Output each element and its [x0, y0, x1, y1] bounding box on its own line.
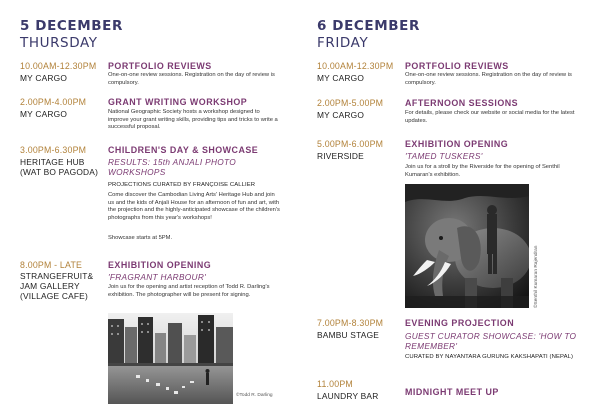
- event-description: Come discover the Cambodian Living Arts' Heritage Hub and join us and the kids of Anjali House for an afternoon of fun and art, with the projection and the highly-anticipated showcase of the children's photographs from this year's workshops!: [108, 192, 280, 221]
- event-subtitle: 'FRAGRANT HARBOUR': [108, 272, 206, 282]
- event-curator: PROJECTIONS CURATED BY FRANÇOISE CALLIER: [108, 182, 256, 188]
- harbour-photo: [108, 313, 233, 404]
- event-venue: BAMBU STAGE: [317, 330, 380, 340]
- event-time: 5.00PM-6.00PM: [317, 139, 384, 149]
- event-subtitle: GUEST CURATOR SHOWCASE: 'HOW TO REMEMBER': [405, 331, 577, 351]
- event-description: Join us for a stroll by the Riverside for the opening of Senthil Kumaran's exhibition.: [405, 164, 560, 178]
- event-title: EVENING PROJECTION: [405, 318, 515, 328]
- day-weekday-thursday: THURSDAY: [20, 35, 98, 51]
- event-venue: HERITAGE HUB (WAT BO PAGODA): [20, 157, 99, 177]
- event-venue: MY CARGO: [317, 73, 365, 83]
- event-venue: MY CARGO: [20, 109, 68, 119]
- day-weekday-friday: FRIDAY: [317, 35, 369, 51]
- event-subtitle: 'TAMED TUSKERS': [405, 151, 483, 161]
- event-subtitle: RESULTS: 15th ANJALI PHOTO WORKSHOPS: [108, 157, 236, 177]
- event-time: 7.00PM-8.30PM: [317, 318, 384, 328]
- photo-credit: ©Senthil Kumaran Rajendran: [534, 245, 539, 308]
- event-description: One-on-one review sessions. Registration on the day of review is compulsory.: [108, 72, 275, 86]
- event-title: PORTFOLIO REVIEWS: [405, 61, 509, 71]
- event-title: CHILDREN'S DAY & SHOWCASE: [108, 145, 259, 155]
- event-venue: MY CARGO: [317, 110, 365, 120]
- event-time: 11.00PM: [317, 379, 353, 389]
- event-title: AFTERNOON SESSIONS: [405, 98, 519, 108]
- event-description: One-on-one review sessions. Registration on the day of review is compulsory.: [405, 72, 572, 86]
- event-venue: MY CARGO: [20, 73, 68, 83]
- event-time: 2.00PM-4.00PM: [20, 97, 87, 107]
- day-date-thursday: 5 DECEMBER: [20, 18, 123, 34]
- day-date-friday: 6 DECEMBER: [317, 18, 420, 34]
- event-title: GRANT WRITING WORKSHOP: [108, 97, 248, 107]
- event-time: 10.00AM-12.30PM: [317, 61, 394, 71]
- event-time: 3.00PM-6.30PM: [20, 145, 87, 155]
- event-time: 2.00PM-5.00PM: [317, 98, 384, 108]
- event-title: EXHIBITION OPENING: [405, 139, 509, 149]
- photo-credit: ©Todd R. Darling: [236, 393, 273, 398]
- event-description: National Geographic Society hosts a workshop designed to improve your grant writing skills, providing tips and tricks to write a successful proposal.: [108, 109, 278, 131]
- event-title: PORTFOLIO REVIEWS: [108, 61, 212, 71]
- event-description: For details, please check our website or social media for the latest updates.: [405, 110, 575, 124]
- elephant-photo: [405, 184, 529, 308]
- event-venue: STRANGEFRUIT& JAM GALLERY (VILLAGE CAFE): [20, 271, 94, 301]
- event-note: Showcase starts at 5PM.: [108, 235, 173, 241]
- event-time: 8.00PM - LATE: [20, 260, 83, 270]
- event-title: EXHIBITION OPENING: [108, 260, 212, 270]
- event-venue: LAUNDRY BAR: [317, 391, 379, 401]
- event-curator: CURATED BY NAYANTARA GURUNG KAKSHAPATI (NEPAL): [405, 354, 574, 360]
- event-title: MIDNIGHT MEET UP: [405, 387, 499, 397]
- event-venue: RIVERSIDE: [317, 151, 364, 161]
- event-description: Join us for the opening and artist reception of Todd R. Darling's exhibition. The photographer will be present for signing.: [108, 284, 270, 298]
- event-time: 10.00AM-12.30PM: [20, 61, 97, 71]
